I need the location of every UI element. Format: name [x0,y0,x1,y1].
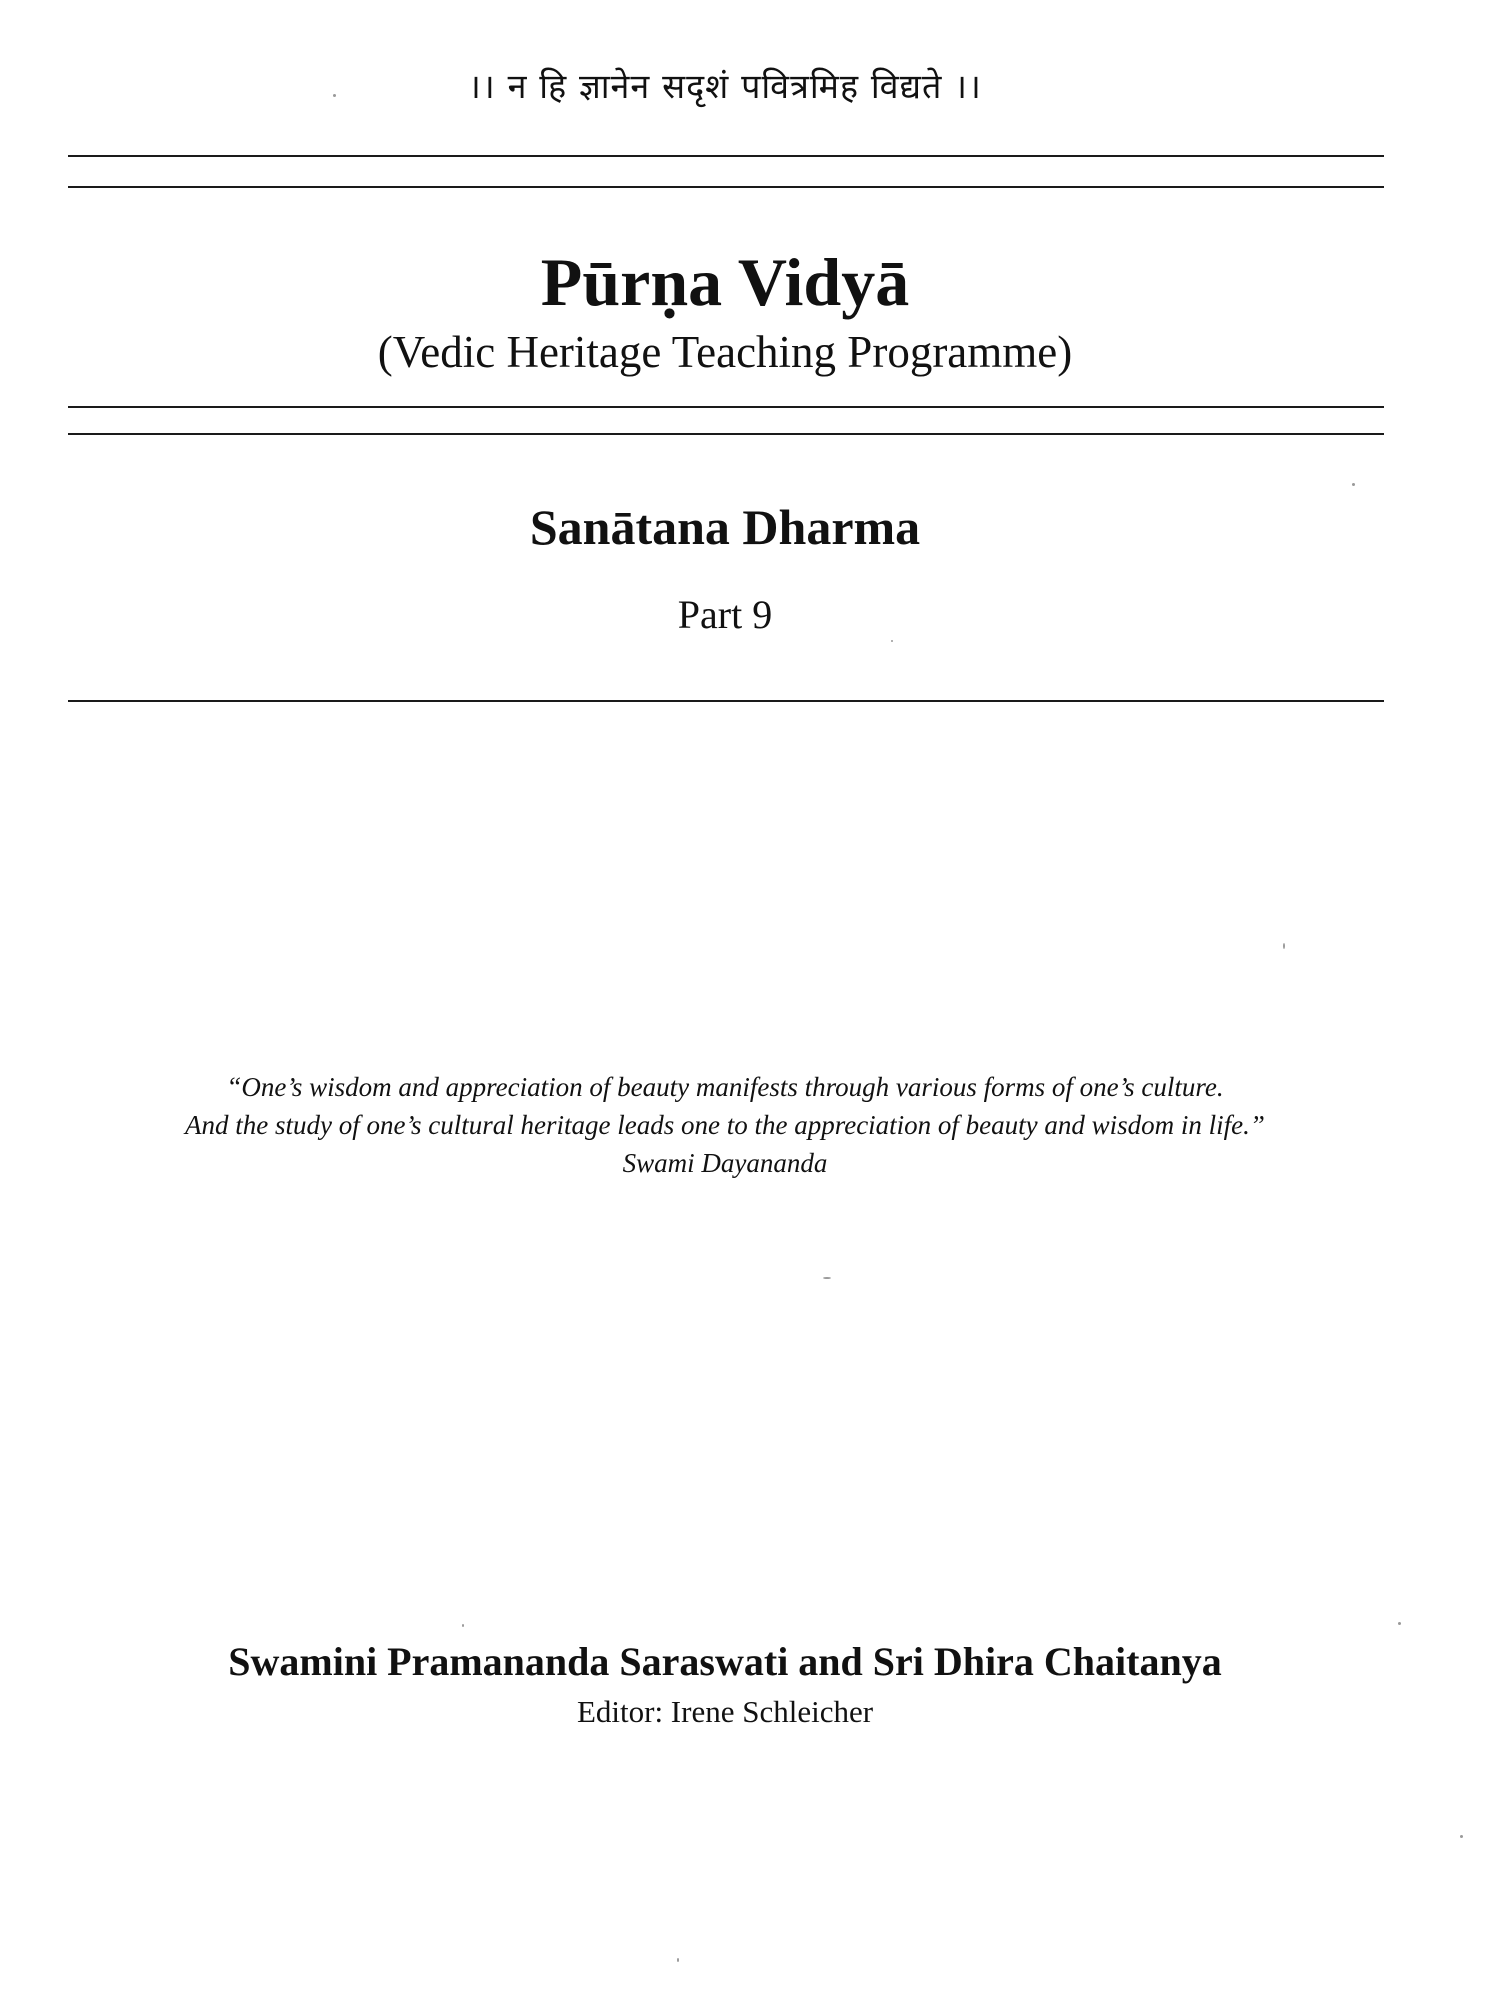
scan-speck [1460,1835,1463,1838]
top-rule-2 [68,186,1384,188]
scan-speck [677,1958,679,1962]
editor: Editor: Irene Schleicher [576,1694,874,1729]
bottom-rule [68,700,1384,702]
scan-speck [1398,1622,1401,1625]
epigraph-quote [0,1068,1450,1182]
part-number: Part 9 [677,592,773,637]
middle-rule-1 [68,406,1384,408]
scan-speck [823,1277,831,1279]
book-title: Pūrṇa Vidyā [540,244,910,320]
scan-speck [1283,943,1285,949]
top-rule-1 [68,155,1384,157]
section-title: Sanātana Dharma [529,499,921,555]
scan-speck [1352,483,1355,486]
scan-speck [333,94,336,97]
scan-speck [462,1624,464,1627]
middle-rule-2 [68,433,1384,435]
quote-author: Swami Dayananda [622,1148,828,1178]
scan-speck [891,640,893,642]
book-subtitle: (Vedic Heritage Teaching Programme) [377,327,1073,377]
quote-line-2: And the study of one’s cultural heritage leads one to the appreciation of beauty and wisdom in life.” [185,1110,1265,1140]
sanskrit-verse: ।। न हि ज्ञानेन सदृशं पवित्रमिह विद्यते ।। [468,67,982,107]
quote-line-1: “One’s wisdom and appreciation of beauty manifests through various forms of one’s culture. [226,1072,1224,1102]
authors: Swamini Pramananda Saraswati and Sri Dhira Chaitanya [228,1639,1222,1684]
